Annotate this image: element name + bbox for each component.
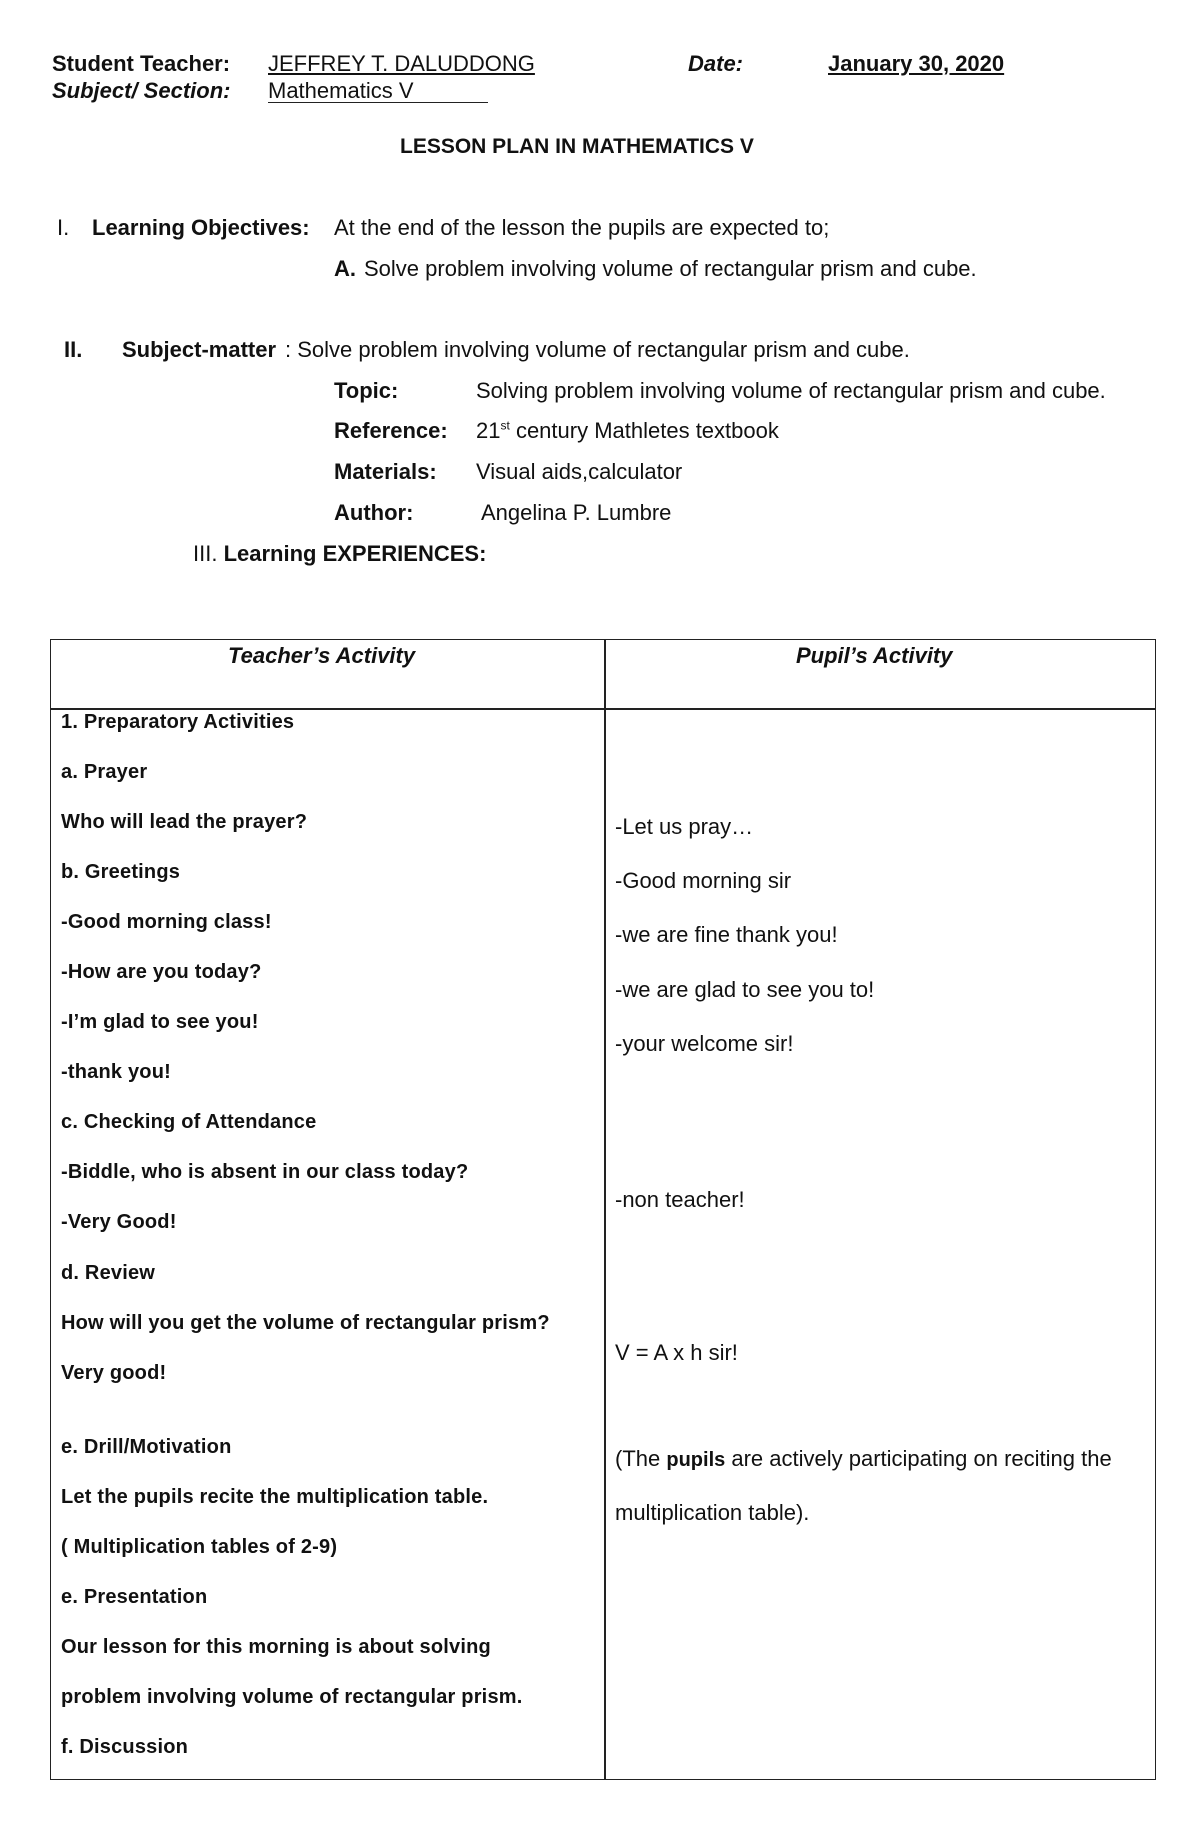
objectives-label: Learning Objectives: [92, 215, 310, 240]
teacher-row: 1. Preparatory Activities [61, 711, 295, 733]
subject-section-value [268, 78, 488, 103]
subject-section-label: Subject/ Section: [52, 78, 231, 103]
teacher-row: e. Drill/Motivation [61, 1436, 232, 1458]
pupil-row: -we are fine thank you! [615, 922, 838, 947]
teacher-row: How will you get the volume of rectangular prism? [61, 1312, 550, 1334]
teacher-row: -Biddle, who is absent in our class today? [61, 1161, 469, 1183]
objectives-intro: At the end of the lesson the pupils are expected to; [334, 215, 830, 240]
pupil-row: -non teacher! [615, 1187, 745, 1212]
teacher-activity-header: Teacher’s Activity [228, 643, 416, 668]
date-label: Date: [688, 51, 744, 76]
teacher-row: -Good morning class! [61, 911, 272, 933]
table-column-divider [604, 639, 606, 1780]
experiences-text: Learning EXPERIENCES: [217, 541, 487, 566]
reference-number: 21 [476, 418, 501, 443]
pupil-row: V = A x h sir! [615, 1340, 738, 1365]
student-teacher-name: JEFFREY T. DALUDDONG [268, 51, 535, 76]
materials-label: Materials: [334, 459, 437, 484]
teacher-row: Let the pupils recite the multiplication table. [61, 1486, 489, 1508]
teacher-row: Our lesson for this morning is about solving [61, 1636, 491, 1658]
author-value: Angelina P. Lumbre [481, 500, 672, 525]
subject-matter-numeral: II. [64, 337, 83, 362]
experiences-heading [193, 541, 486, 567]
pupil-row-part: are actively participating on reciting the [725, 1446, 1112, 1471]
subject-matter-label: Subject-matter [122, 337, 277, 362]
pupil-row-part-bold: pupils [666, 1449, 726, 1471]
teacher-row: a. Prayer [61, 761, 148, 783]
author-label: Author: [334, 500, 414, 525]
topic-value: Solving problem involving volume of rectangular prism and cube. [476, 378, 1106, 403]
teacher-row: Very good! [61, 1362, 167, 1384]
materials-value: Visual aids,calculator [476, 459, 683, 484]
pupil-row: multiplication table). [615, 1500, 810, 1525]
pupil-row-recitation [615, 1446, 1112, 1472]
teacher-row: c. Checking of Attendance [61, 1111, 317, 1133]
reference-value [476, 418, 779, 444]
page-title: LESSON PLAN IN MATHEMATICS V [400, 135, 754, 158]
teacher-row: d. Review [61, 1262, 156, 1284]
teacher-row: Who will lead the prayer? [61, 811, 308, 833]
pupil-row: -your welcome sir! [615, 1031, 794, 1056]
topic-label: Topic: [334, 378, 399, 403]
pupil-row: -we are glad to see you to! [615, 977, 875, 1002]
teacher-row: -Very Good! [61, 1211, 177, 1233]
teacher-row: e. Presentation [61, 1586, 208, 1608]
reference-label: Reference: [334, 418, 448, 443]
experiences-numeral: III. [193, 541, 218, 566]
student-teacher-label: Student Teacher: [52, 51, 231, 76]
teacher-row: f. Discussion [61, 1736, 189, 1758]
objective-a-text: Solve problem involving volume of rectangular prism and cube. [364, 256, 977, 281]
date-value: January 30, 2020 [828, 51, 1005, 76]
pupil-row: -Let us pray… [615, 814, 754, 839]
teacher-row: problem involving volume of rectangular prism. [61, 1686, 523, 1708]
objectives-numeral: I. [57, 215, 70, 240]
reference-superscript: st [500, 418, 510, 433]
teacher-row: ( Multiplication tables of 2-9) [61, 1536, 338, 1558]
teacher-row: -thank you! [61, 1061, 171, 1083]
teacher-row: b. Greetings [61, 861, 181, 883]
teacher-row: -How are you today? [61, 961, 262, 983]
teacher-row: -I’m glad to see you! [61, 1011, 259, 1033]
pupil-row: -Good morning sir [615, 868, 792, 893]
pupil-activity-header: Pupil’s Activity [796, 643, 953, 668]
subject-matter-text: : Solve problem involving volume of rectangular prism and cube. [285, 337, 910, 362]
table-header-divider [50, 708, 1156, 710]
pupil-row-part: (The [615, 1446, 667, 1471]
subject-section-text: Mathematics V [268, 78, 414, 103]
objective-a-letter: A. [334, 256, 356, 281]
reference-text: century Mathletes textbook [509, 418, 779, 443]
